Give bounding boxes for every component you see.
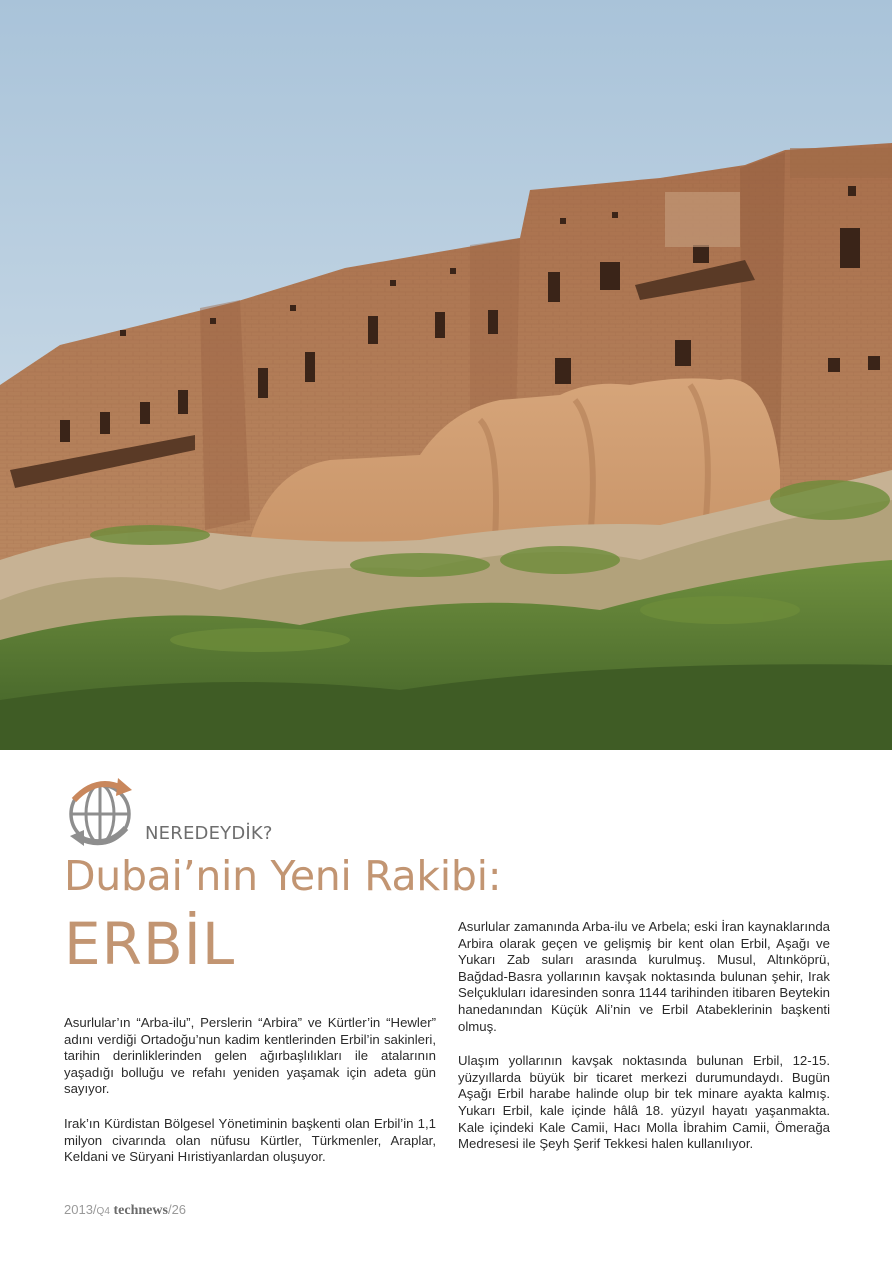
footer-brand: technews [113, 1203, 168, 1218]
footer-quarter: Q4 [96, 1206, 110, 1217]
paragraph: Ulaşım yollarının kavşak noktasında bulunan Erbil, 12-15. yüzyıllarda büyük bir ticaret merkezi durumundaydı. Bugün Aşağı Erbil harabe halinde olup bir tek minare ayakta kalmış. Yukarı Erbil, kale içinde hâlâ 18. yüzyıl hayatı yaşanmakta. Kale içindeki Kale Camii, Hacı Molla İbrahim Camii, Ömerağa Medresesi ile Şeyh Şerif Tekkesi halen kullanılıyor. [458, 1053, 830, 1152]
left-column [64, 1015, 436, 1184]
paragraph: Irak’ın Kürdistan Bölgesel Yönetiminin başkenti olan Erbil’in 1,1 milyon civarında olan nüfusu Kürtler, Türkmenler, Araplar, Keldani ve Süryani Hıristiyanlardan oluşuyor. [64, 1115, 436, 1165]
paragraph: Asurlular’ın “Arba-ilu”, Perslerin “Arbira” ve Kürtler’in “Hewler” adını verdiği Ortadoğu’nun kadim kentlerinden Erbil’in sakinleri, tarihin derinliklerinden gelen ağırbaşlılıkları ile atalarının yaşadığı bolluğu ve refahı yeniden yaşamak için adeta gün sayıyor. [64, 1015, 436, 1097]
paragraph: Asurlular zamanında Arba-ilu ve Arbela; eski İran kaynaklarında Arbira olarak geçen ve gelişmiş bir kent olan Erbil, Aşağı ve Yukarı Zab suları arasında kurulmuş. Musul, Altınköprü, Bağdad-Basra yollarının kavşak noktasında bulunan şehir, Irak Selçukluları idaresinden sonra 1144 tarihinden itibaren Beytekin hanedanından Küçük Ali’nin ve Erbil Atabeklerinin başkenti olmuş. [458, 919, 830, 1034]
page-number: /26 [167, 1202, 187, 1217]
article-title-city: ERBİL [64, 910, 236, 978]
right-column [458, 919, 830, 1171]
footer-year: 2013/ [64, 1202, 97, 1217]
globe-arrows-icon [66, 776, 136, 848]
page-footer [64, 1202, 186, 1219]
article-title: Dubai’nin Yeni Rakibi: [64, 852, 502, 900]
section-label: NEREDEYDİK? [145, 823, 273, 844]
